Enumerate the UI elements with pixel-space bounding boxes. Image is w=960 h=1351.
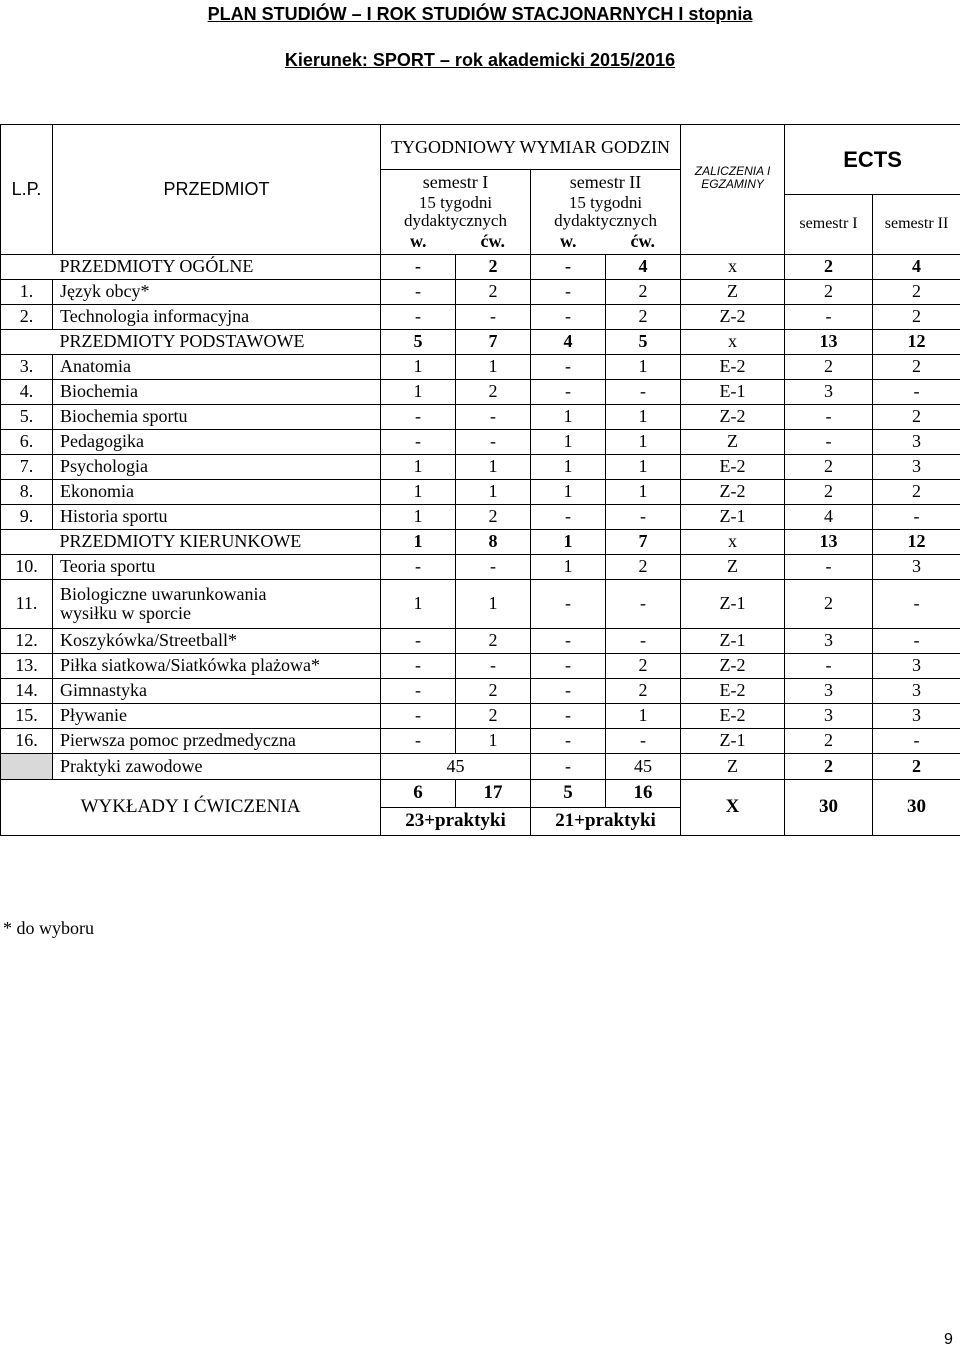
page-subtitle: Kierunek: SPORT – rok akademicki 2015/2016 [284,50,676,70]
subject-value-cell: 4 [785,504,873,529]
subject-value-cell: - [606,379,681,404]
subject-value-cell: 2 [873,354,960,379]
total-sum-sem1: 23+praktyki [381,807,531,835]
header-sem2: semestr II [531,170,681,195]
subject-row [1,429,960,454]
subject-value-cell: - [606,728,681,753]
subject-value-cell: - [873,379,960,404]
subject-value-cell: 2 [606,678,681,703]
subject-name [53,579,381,628]
subject-name: Teoria sportu [53,554,381,579]
subject-value-cell: 1 [381,354,456,379]
category-total-cell: 1 [531,529,606,554]
subject-value-cell: - [381,429,456,454]
subject-value-cell: 2 [873,404,960,429]
subject-value-cell: - [531,678,606,703]
subject-value-cell: - [381,279,456,304]
subject-row [1,479,960,504]
subject-value-cell: E-1 [681,379,785,404]
subject-lp: 9. [1,504,53,529]
subject-value-cell: - [785,554,873,579]
subject-lp: 2. [1,304,53,329]
category-total-cell: 4 [531,329,606,354]
subject-value-cell: 1 [456,579,531,628]
subject-value-cell: 3 [873,703,960,728]
subject-row [1,703,960,728]
practice-exam: Z [681,753,785,779]
subject-value-cell: - [785,653,873,678]
practice-sem1-hours: 45 [381,753,531,779]
subject-lp: 6. [1,429,53,454]
category-total-cell: x [681,529,785,554]
header-sem1-weeks: 15 tygodni dydaktycznych [381,194,531,230]
subject-value-cell: - [381,678,456,703]
subject-value-cell: 2 [456,279,531,304]
subject-value-cell: - [381,628,456,653]
subject-value-cell: Z-2 [681,479,785,504]
subject-name: Piłka siatkowa/Siatkówka plażowa* [53,653,381,678]
subject-value-cell: 3 [785,678,873,703]
subject-name-line-1: Biologiczne uwarunkowania [60,583,267,604]
header-sem2-weeks: 15 tygodni dydaktycznych [531,194,681,230]
subject-name: Język obcy* [53,279,381,304]
subject-value-cell: 1 [606,429,681,454]
subject-value-cell: 3 [785,628,873,653]
category-total-cell: x [681,329,785,354]
total-name: WYKŁADY I ĆWICZENIA [1,779,381,835]
category-total-cell: 13 [785,529,873,554]
subject-value-cell: - [456,653,531,678]
subject-value-cell: Z-1 [681,728,785,753]
subject-value-cell: Z-2 [681,653,785,678]
subject-value-cell: - [873,504,960,529]
subject-value-cell: Z [681,429,785,454]
practice-row [1,753,960,779]
subject-lp: 8. [1,479,53,504]
subject-name: Biochemia sportu [53,404,381,429]
subject-value-cell: E-2 [681,703,785,728]
subject-value-cell: - [531,279,606,304]
subject-value-cell: 1 [606,454,681,479]
total-w2: 5 [531,779,606,807]
subject-value-cell: 3 [873,554,960,579]
subject-row [1,728,960,753]
category-lp-empty [1,254,53,279]
subject-row [1,279,960,304]
subject-value-cell: - [606,504,681,529]
category-total-cell: x [681,254,785,279]
subject-value-cell: - [531,628,606,653]
subject-value-cell: 3 [873,454,960,479]
category-total-cell: - [531,254,606,279]
category-total-cell: 5 [606,329,681,354]
subject-lp: 1. [1,279,53,304]
subject-name: Ekonomia [53,479,381,504]
subject-value-cell: - [606,628,681,653]
category-total-cell: 4 [873,254,960,279]
subject-value-cell: - [456,304,531,329]
subject-value-cell: - [381,554,456,579]
header-exams: ZALICZENIA I EGZAMINY [681,125,785,255]
subject-value-cell: 1 [381,504,456,529]
subject-value-cell: - [531,728,606,753]
subject-lp: 4. [1,379,53,404]
subject-row [1,504,960,529]
subject-value-cell: - [456,554,531,579]
total-ects-sem1: 30 [785,779,873,835]
subject-value-cell: 1 [456,454,531,479]
subject-name: Psychologia [53,454,381,479]
practice-ects-sem1: 2 [785,753,873,779]
subject-value-cell: 2 [785,579,873,628]
subject-lp: 13. [1,653,53,678]
subject-value-cell: - [531,379,606,404]
subject-name: Pierwsza pomoc przedmedyczna [53,728,381,753]
subject-value-cell: 2 [873,279,960,304]
subject-value-cell: - [531,304,606,329]
header-w-1: w. [381,230,456,255]
category-total-cell: 2 [456,254,531,279]
subject-row [1,579,960,628]
subject-value-cell: 1 [606,479,681,504]
subject-value-cell: 1 [531,454,606,479]
subject-value-cell: 2 [456,379,531,404]
subject-value-cell: 2 [456,703,531,728]
subject-value-cell: - [531,354,606,379]
subject-value-cell: 2 [785,279,873,304]
subject-value-cell: 1 [606,404,681,429]
category-name: PRZEDMIOTY PODSTAWOWE [53,329,381,354]
subject-value-cell: 2 [873,479,960,504]
subject-value-cell: Z-2 [681,304,785,329]
subject-value-cell: - [873,728,960,753]
subject-row [1,354,960,379]
practice-sem2-w: - [531,753,606,779]
subject-value-cell: - [531,703,606,728]
subject-value-cell: 1 [381,479,456,504]
subject-value-cell: 1 [381,379,456,404]
total-row-1 [1,779,960,807]
subject-value-cell: 2 [606,653,681,678]
header-lp: L.P. [1,125,53,255]
category-total-cell: 13 [785,329,873,354]
subject-value-cell: 2 [785,454,873,479]
subject-name: Historia sportu [53,504,381,529]
category-total-cell: 8 [456,529,531,554]
subject-value-cell: 3 [785,703,873,728]
subject-value-cell: - [456,404,531,429]
subject-lp: 5. [1,404,53,429]
subject-row [1,404,960,429]
subject-row [1,304,960,329]
header-cw-2: ćw. [606,230,681,255]
subject-value-cell: - [381,404,456,429]
subject-value-cell: 3 [873,653,960,678]
subject-value-cell: 1 [531,429,606,454]
subject-value-cell: 2 [785,354,873,379]
subject-value-cell: - [531,579,606,628]
subject-value-cell: 1 [456,354,531,379]
practice-name: Praktyki zawodowe [53,753,381,779]
category-total-cell: 7 [606,529,681,554]
subject-row [1,454,960,479]
subject-value-cell: 2 [606,279,681,304]
subject-value-cell: 1 [531,404,606,429]
total-ects-sem2: 30 [873,779,960,835]
subject-row [1,653,960,678]
category-total-cell: 2 [785,254,873,279]
category-total-cell: 12 [873,529,960,554]
header-row-1 [1,125,960,170]
subject-value-cell: 1 [456,479,531,504]
category-name: PRZEDMIOTY KIERUNKOWE [53,529,381,554]
subject-value-cell: 1 [456,728,531,753]
subject-value-cell: E-2 [681,678,785,703]
subject-lp: 16. [1,728,53,753]
subject-lp: 11. [1,579,53,628]
subject-value-cell: 1 [606,703,681,728]
subject-value-cell: - [381,653,456,678]
subject-value-cell: - [531,504,606,529]
header-ects-sem1: semestr I [785,194,873,254]
subject-value-cell: 3 [873,429,960,454]
subject-value-cell: 3 [873,678,960,703]
total-w1: 6 [381,779,456,807]
subject-lp: 14. [1,678,53,703]
page-number: 9 [944,1331,953,1348]
subject-value-cell: 1 [381,579,456,628]
header-sem1: semestr I [381,170,531,195]
subject-value-cell: 2 [606,304,681,329]
subject-value-cell: - [873,628,960,653]
subject-lp: 10. [1,554,53,579]
header-w-2: w. [531,230,606,255]
subject-lp: 3. [1,354,53,379]
subject-value-cell: 2 [456,504,531,529]
subject-value-cell: Z-2 [681,404,785,429]
subject-value-cell: E-2 [681,354,785,379]
subject-value-cell: - [785,304,873,329]
subject-value-cell: - [785,404,873,429]
subject-value-cell: 1 [381,454,456,479]
category-lp-empty [1,529,53,554]
subject-row [1,379,960,404]
subject-value-cell: Z [681,554,785,579]
subject-name: Pedagogika [53,429,381,454]
header-weekly-hours: TYGODNIOWY WYMIAR GODZIN [381,125,681,170]
total-c2: 16 [606,779,681,807]
practice-sem2-hours: 45 [606,753,681,779]
subject-name: Gimnastyka [53,678,381,703]
category-row [1,254,960,279]
subject-name: Anatomia [53,354,381,379]
subject-value-cell: - [381,304,456,329]
subject-value-cell: - [456,429,531,454]
category-total-cell: 4 [606,254,681,279]
total-c1: 17 [456,779,531,807]
category-total-cell: 5 [381,329,456,354]
subject-value-cell: Z [681,279,785,304]
category-row [1,329,960,354]
total-sum-sem2: 21+praktyki [531,807,681,835]
category-total-cell: - [381,254,456,279]
subject-name-line-2: wysiłku w sporcie [60,602,191,623]
header-subject: PRZEDMIOT [53,125,381,255]
subject-value-cell: 2 [606,554,681,579]
subject-value-cell: 2 [785,728,873,753]
category-name: PRZEDMIOTY OGÓLNE [53,254,381,279]
subject-value-cell: Z-1 [681,628,785,653]
subject-value-cell: - [381,728,456,753]
subject-value-cell: 1 [606,354,681,379]
subject-name: Technologia informacyjna [53,304,381,329]
header-ects: ECTS [785,125,960,195]
subject-row [1,678,960,703]
subject-row [1,628,960,653]
practice-lp-empty [1,753,53,779]
footnote: * do wyboru [3,918,94,938]
study-plan-table [0,124,960,836]
subject-value-cell: 1 [531,554,606,579]
category-lp-empty [1,329,53,354]
subject-value-cell: Z-1 [681,579,785,628]
subject-name: Pływanie [53,703,381,728]
subject-value-cell: 2 [873,304,960,329]
practice-ects-sem2: 2 [873,753,960,779]
subject-name: Koszykówka/Streetball* [53,628,381,653]
subject-row [1,554,960,579]
subject-lp: 7. [1,454,53,479]
subject-value-cell: E-2 [681,454,785,479]
subject-value-cell: 3 [785,379,873,404]
subject-lp: 15. [1,703,53,728]
category-total-cell: 12 [873,329,960,354]
subject-value-cell: - [531,653,606,678]
category-row [1,529,960,554]
subject-value-cell: Z-1 [681,504,785,529]
subject-value-cell: 2 [456,678,531,703]
subject-value-cell: 1 [531,479,606,504]
total-exam: X [681,779,785,835]
subject-value-cell: - [873,579,960,628]
subject-value-cell: - [381,703,456,728]
subject-value-cell: - [785,429,873,454]
category-total-cell: 1 [381,529,456,554]
category-total-cell: 7 [456,329,531,354]
subject-lp: 12. [1,628,53,653]
subject-value-cell: 2 [456,628,531,653]
subject-value-cell: - [606,579,681,628]
header-cw-1: ćw. [456,230,531,255]
page-title: PLAN STUDIÓW – I ROK STUDIÓW STACJONARNYCH I stopnia [207,4,753,24]
subject-name: Biochemia [53,379,381,404]
header-ects-sem2: semestr II [873,194,960,254]
subject-value-cell: 2 [785,479,873,504]
